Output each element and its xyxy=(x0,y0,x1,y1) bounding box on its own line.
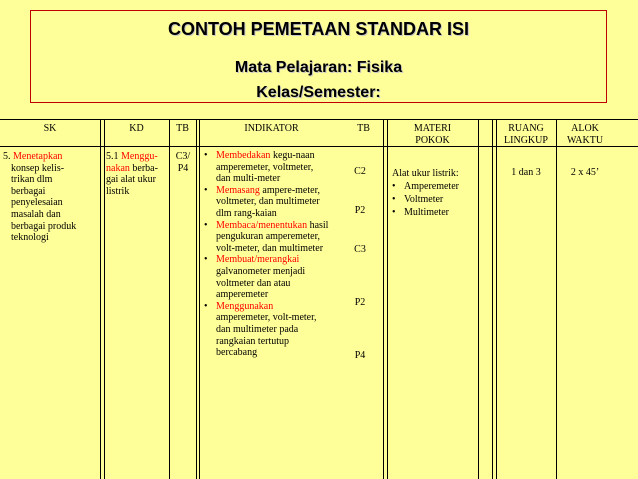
indikator-line: dlm rang-kaian xyxy=(216,207,277,219)
sk-line: konsep kelis- xyxy=(11,162,65,174)
sk-line xyxy=(3,151,99,163)
sk-cell xyxy=(3,151,99,244)
header-alok-waktu xyxy=(556,123,614,147)
alokasi-waktu-cell: 2 x 45’ xyxy=(570,167,600,178)
indikator-rest: hasil xyxy=(309,219,329,231)
tb-line: C3/ xyxy=(175,151,191,162)
materi-item-label: Voltmeter xyxy=(404,194,444,205)
col-divider xyxy=(169,119,170,479)
sk-lead-verb: Menetapkan xyxy=(13,151,63,162)
sk-line: penyelesaian xyxy=(11,197,63,209)
header-materi-line1: MATERI xyxy=(413,123,452,134)
header-tb2: TB xyxy=(357,123,370,134)
sk-number: 5. xyxy=(3,151,11,162)
sk-line: berbagai xyxy=(11,185,46,197)
tb-level: P2 xyxy=(354,205,366,216)
ruang-lingkup-cell: 1 dan 3 xyxy=(511,167,541,178)
indikator-item xyxy=(203,220,343,255)
materi-item-label: Amperemeter xyxy=(404,181,459,192)
tb-level: C3 xyxy=(354,244,366,255)
indikator-item xyxy=(203,185,343,220)
kd-lead-verb: Menggu- xyxy=(121,151,158,162)
indikator-lead-verb: Membuat/merangkai xyxy=(216,254,300,266)
tb-level: P2 xyxy=(354,297,366,308)
kd-number: 5.1 xyxy=(106,151,119,162)
bullet-icon: • xyxy=(204,300,208,312)
header-alok-line1: ALOK xyxy=(571,123,599,134)
col-divider xyxy=(196,119,197,479)
col-divider xyxy=(478,119,479,479)
materi-item xyxy=(392,180,459,193)
indikator-line: voltmeter dan atau xyxy=(216,277,291,289)
header-ruang-lingkup xyxy=(496,123,556,147)
indikator-item xyxy=(203,301,343,359)
indikator-line: dan multi-meter xyxy=(216,173,281,185)
class-semester-label: Kelas/Semester: xyxy=(256,84,381,101)
header-indikator: INDIKATOR xyxy=(244,123,299,134)
kd-line xyxy=(106,151,168,163)
col-divider xyxy=(492,119,493,479)
materi-cell xyxy=(392,167,459,219)
header-tb: TB xyxy=(176,123,189,134)
kd-line: gai alat ukur xyxy=(106,174,156,186)
header-materi-pokok xyxy=(387,123,478,147)
indikator-item xyxy=(203,150,343,185)
bullet-icon: • xyxy=(204,184,208,196)
materi-item xyxy=(392,193,459,206)
bullet-icon: • xyxy=(204,254,208,266)
materi-item-label: Multimeter xyxy=(404,207,449,218)
materi-intro: Alat ukur listrik: xyxy=(392,168,459,179)
indikator-lead-verb: Memasang xyxy=(216,184,260,196)
indikator-line: galvanometer menjadi xyxy=(216,265,306,277)
indikator-list xyxy=(203,150,343,359)
indikator-lead-verb: Membedakan xyxy=(216,150,271,161)
indikator-line: pengukuran amperemeter, xyxy=(216,231,320,243)
sk-line: teknologi xyxy=(11,232,49,244)
col-divider xyxy=(383,119,384,479)
tb-cell xyxy=(171,151,195,174)
indikator-line: amperemeter xyxy=(216,289,269,301)
indikator-item xyxy=(203,254,343,300)
bullet-icon: • xyxy=(204,219,208,231)
indikator-line: amperemeter, volt-meter, xyxy=(216,312,317,324)
col-divider xyxy=(100,119,101,479)
bullet-icon: • xyxy=(392,207,396,218)
kd-rest: berba- xyxy=(132,162,158,174)
indikator-rest: ampere-meter, xyxy=(262,184,321,196)
tb-level: P4 xyxy=(354,350,366,361)
header-alok-line2: WAKTU xyxy=(566,135,604,146)
sk-line: berbagai produk xyxy=(11,220,77,232)
col-divider xyxy=(104,119,105,479)
header-materi-line2: POKOK xyxy=(415,135,450,146)
indikator-line: bercabang xyxy=(216,347,258,359)
subject-label: Mata Pelajaran: Fisika xyxy=(234,59,403,76)
indikator-line: voltmeter, dan multimeter xyxy=(216,196,320,208)
indikator-line: amperemeter, voltmeter, xyxy=(216,161,314,173)
tb-line: P4 xyxy=(177,162,189,174)
header-ruang-line1: RUANG xyxy=(508,123,544,134)
materi-item xyxy=(392,206,459,219)
materi-list xyxy=(392,180,459,219)
header-kd: KD xyxy=(129,123,144,134)
indikator-line: dan multimeter pada xyxy=(216,323,299,335)
header-sk: SK xyxy=(43,123,57,134)
header-ruang-line2: LINGKUP xyxy=(504,135,548,146)
indikator-lead-verb: Membaca/menentukan xyxy=(216,219,308,231)
sk-line: trikan dlm xyxy=(11,174,53,186)
indikator-rest: kegu-naan xyxy=(272,150,315,161)
bullet-icon: • xyxy=(392,181,396,192)
kd-line xyxy=(106,163,168,175)
sk-line: masalah dan xyxy=(11,208,61,220)
indikator-line: volt-meter, dan multimeter xyxy=(216,242,324,254)
kd-line: listrik xyxy=(106,185,130,197)
bullet-icon: • xyxy=(392,194,396,205)
tb-level: C2 xyxy=(354,166,366,177)
col-divider xyxy=(199,119,200,479)
indikator-line: rangkaian tertutup xyxy=(216,335,290,347)
table-top-border xyxy=(0,119,638,120)
page-title: CONTOH PEMETAAN STANDAR ISI xyxy=(167,19,469,39)
kd-cell xyxy=(106,151,168,197)
col-divider xyxy=(387,119,388,479)
indikator-lead-verb: Menggunakan xyxy=(216,300,274,312)
kd-lead-verb-cont: nakan xyxy=(106,162,130,174)
title-box xyxy=(30,10,607,103)
bullet-icon: • xyxy=(204,150,208,161)
